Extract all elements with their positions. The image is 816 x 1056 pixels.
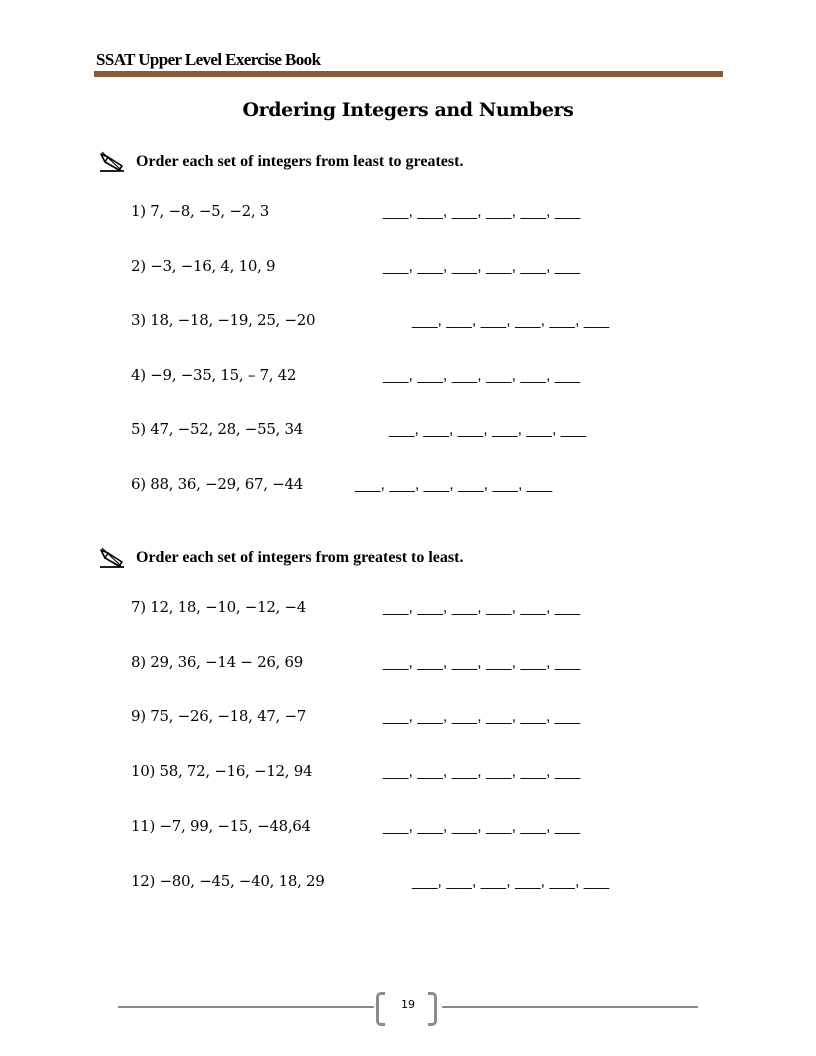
answer-blanks-3[interactable]: ___, ___, ___, ___, ___, ___ bbox=[412, 312, 610, 329]
answer-blanks-7[interactable]: ___, ___, ___, ___, ___, ___ bbox=[383, 599, 581, 616]
problem-6: 6) 88, 36, −29, 67, −44 bbox=[131, 475, 303, 493]
answer-blanks-9[interactable]: ___, ___, ___, ___, ___, ___ bbox=[383, 708, 581, 725]
header-rule bbox=[94, 71, 723, 77]
problem-5: 5) 47, −52, 28, −55, 34 bbox=[131, 420, 303, 438]
footer-bracket-left bbox=[376, 992, 385, 1026]
pencil-icon bbox=[98, 547, 126, 569]
book-title: SSAT Upper Level Exercise Book bbox=[96, 50, 321, 69]
section-2-instruction-text: Order each set of integers from greatest to least. bbox=[136, 549, 464, 566]
problem-10: 10) 58, 72, −16, −12, 94 bbox=[131, 762, 313, 780]
section-1-instruction-text: Order each set of integers from least to greatest. bbox=[136, 153, 464, 170]
problem-4: 4) −9, −35, 15, – 7, 42 bbox=[131, 366, 297, 384]
problem-11: 11) −7, 99, −15, −48,64 bbox=[131, 817, 311, 835]
problem-8: 8) 29, 36, −14 − 26, 69 bbox=[131, 653, 303, 671]
problem-7: 7) 12, 18, −10, −12, −4 bbox=[131, 598, 307, 616]
problem-2: 2) −3, −16, 4, 10, 9 bbox=[131, 257, 276, 275]
page-number: 19 bbox=[401, 998, 415, 1011]
section-2-instruction bbox=[98, 547, 463, 569]
answer-blanks-6[interactable]: ___, ___, ___, ___, ___, ___ bbox=[355, 476, 553, 493]
footer-rule-right bbox=[442, 1006, 698, 1008]
pencil-icon bbox=[98, 151, 126, 173]
footer-bracket-right bbox=[428, 992, 437, 1026]
answer-blanks-1[interactable]: ___, ___, ___, ___, ___, ___ bbox=[383, 203, 581, 220]
answer-blanks-2[interactable]: ___, ___, ___, ___, ___, ___ bbox=[383, 258, 581, 275]
section-1-instruction bbox=[98, 151, 463, 173]
answer-blanks-10[interactable]: ___, ___, ___, ___, ___, ___ bbox=[383, 763, 581, 780]
answer-blanks-5[interactable]: ___, ___, ___, ___, ___, ___ bbox=[389, 421, 587, 438]
answer-blanks-12[interactable]: ___, ___, ___, ___, ___, ___ bbox=[412, 873, 610, 890]
problem-9: 9) 75, −26, −18, 47, −7 bbox=[131, 707, 307, 725]
answer-blanks-4[interactable]: ___, ___, ___, ___, ___, ___ bbox=[383, 367, 581, 384]
problem-3: 3) 18, −18, −19, 25, −20 bbox=[131, 311, 316, 329]
footer-rule-left bbox=[118, 1006, 374, 1008]
answer-blanks-11[interactable]: ___, ___, ___, ___, ___, ___ bbox=[383, 818, 581, 835]
page-title: Ordering Integers and Numbers bbox=[242, 99, 574, 121]
problem-1: 1) 7, −8, −5, −2, 3 bbox=[131, 202, 270, 220]
answer-blanks-8[interactable]: ___, ___, ___, ___, ___, ___ bbox=[383, 654, 581, 671]
problem-12: 12) −80, −45, −40, 18, 29 bbox=[131, 872, 325, 890]
